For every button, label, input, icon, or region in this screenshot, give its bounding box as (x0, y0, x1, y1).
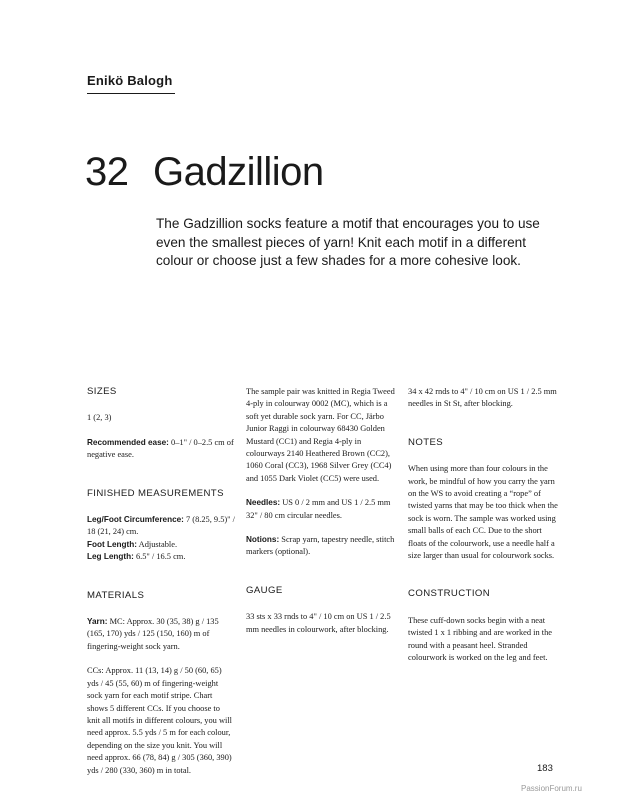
gauge-colourwork: 33 sts x 33 rnds to 4" / 10 cm on US 1 / 2.5 mm needles in colourwork, after blocking. (246, 612, 391, 634)
materials-heading: MATERIALS (87, 589, 145, 601)
ease-label: Recommended ease: (87, 437, 169, 447)
needles-label: Needles: (246, 498, 281, 508)
gauge-stst: 34 x 42 rnds to 4" / 10 cm on US 1 / 2.5 mm needles in St St, after blocking. (408, 387, 557, 409)
foot-length-label: Foot Length: (87, 539, 138, 549)
circumference-value: 7 (8.25, 9.5)" / 18 (21, 24) cm. (87, 515, 236, 537)
needles-paragraph (246, 497, 396, 522)
notes-heading: NOTES (408, 436, 444, 448)
ease-text: 0–1" / 0–2.5 cm of negative ease. (87, 437, 234, 460)
column-3 (408, 386, 560, 677)
leg-length (87, 551, 235, 563)
yarn-label: Yarn: (87, 617, 108, 627)
foot-length-value: Adjustable. (137, 539, 178, 549)
ccs-paragraph: CCs: Approx. 11 (13, 14) g / 50 (60, 65) yds / 45 (55, 60) m of fingering-weight sock yarn for each motif stripe. Chart shows 5 different CCs. If you choose to knit all motifs in different colours, you will need approx. 5.5 yds / 5 m for each colour, depending on the size you knit. You will need approx. 66 (78, 84) g / 305 (360, 390) yds / 280 (330, 360) m in total. (87, 666, 232, 775)
gauge-heading: GAUGE (246, 584, 283, 596)
circumference (87, 514, 235, 539)
column-1 (87, 386, 235, 789)
author-name: Enikö Balogh (87, 73, 173, 88)
site-watermark: PassionForum.ru (521, 784, 582, 793)
author-underline (87, 93, 175, 94)
notes-paragraph: When using more than four colours in the work, be mindful of how you carry the yarn on the WS to avoid creating a “rope” of twisted yarns that may be too thick when the sock is worn. The sample was worked using small balls of each CC. Due to the short floats of the colourwork, use a needle half a size larger than usual for colourwork socks. (408, 464, 558, 561)
pattern-title: Gadzillion (153, 150, 324, 194)
foot-length (87, 539, 235, 551)
notions-label: Notions: (246, 535, 280, 545)
finished-measurements-heading: FINISHED MEASUREMENTS (87, 487, 224, 499)
notions-text: Scrap yarn, tapestry needle, stitch markers (optional). (246, 535, 395, 557)
leg-length-value: 6.5" / 16.5 cm. (133, 552, 186, 562)
sample-paragraph: The sample pair was knitted in Regia Tweed 4-ply in colourway 0002 (MC), which is a soft yet durable sock yarn. For CC, Järbo Junior Raggi in colourway 68430 Golden Mustard (CC1) and Regia 4-ply in colourways 2140 Heathered Brown (CC2), 1060 Coral (CC3), 1968 Silver Grey (CC4) and 1055 Dark Violet (CC5) were used. (246, 387, 395, 483)
intro-paragraph: The Gadzillion socks feature a motif that encourages you to use even the smallest pieces of yarn! Knit each motif in a different colour or choose just a few shades for a more cohesive look. (156, 216, 540, 268)
sizes-heading: SIZES (87, 386, 117, 397)
recommended-ease (87, 437, 235, 462)
construction-paragraph: These cuff-down socks begin with a neat twisted 1 x 1 ribbing and are worked in the round with a peasant heel. Stranded colourwork is worked on the leg and feet. (408, 615, 552, 663)
column-2 (246, 386, 396, 648)
page-number: 183 (537, 763, 553, 774)
yarn-text: MC: Approx. 30 (35, 38) g / 135 (165, 170) yds / 125 (150, 160) m of fingering-weight sock yarn. (87, 617, 219, 651)
circumference-label: Leg/Foot Circumference: (87, 515, 184, 525)
notions-paragraph (246, 534, 396, 559)
pattern-number: 32 (85, 150, 129, 194)
construction-heading: CONSTRUCTION (408, 588, 491, 600)
yarn-paragraph (87, 616, 235, 653)
sizes-values: 1 (2, 3) (87, 413, 112, 423)
leg-length-label: Leg Length: (87, 552, 134, 562)
needles-text: US 0 / 2 mm and US 1 / 2.5 mm 32" / 80 cm circular needles. (246, 498, 391, 520)
